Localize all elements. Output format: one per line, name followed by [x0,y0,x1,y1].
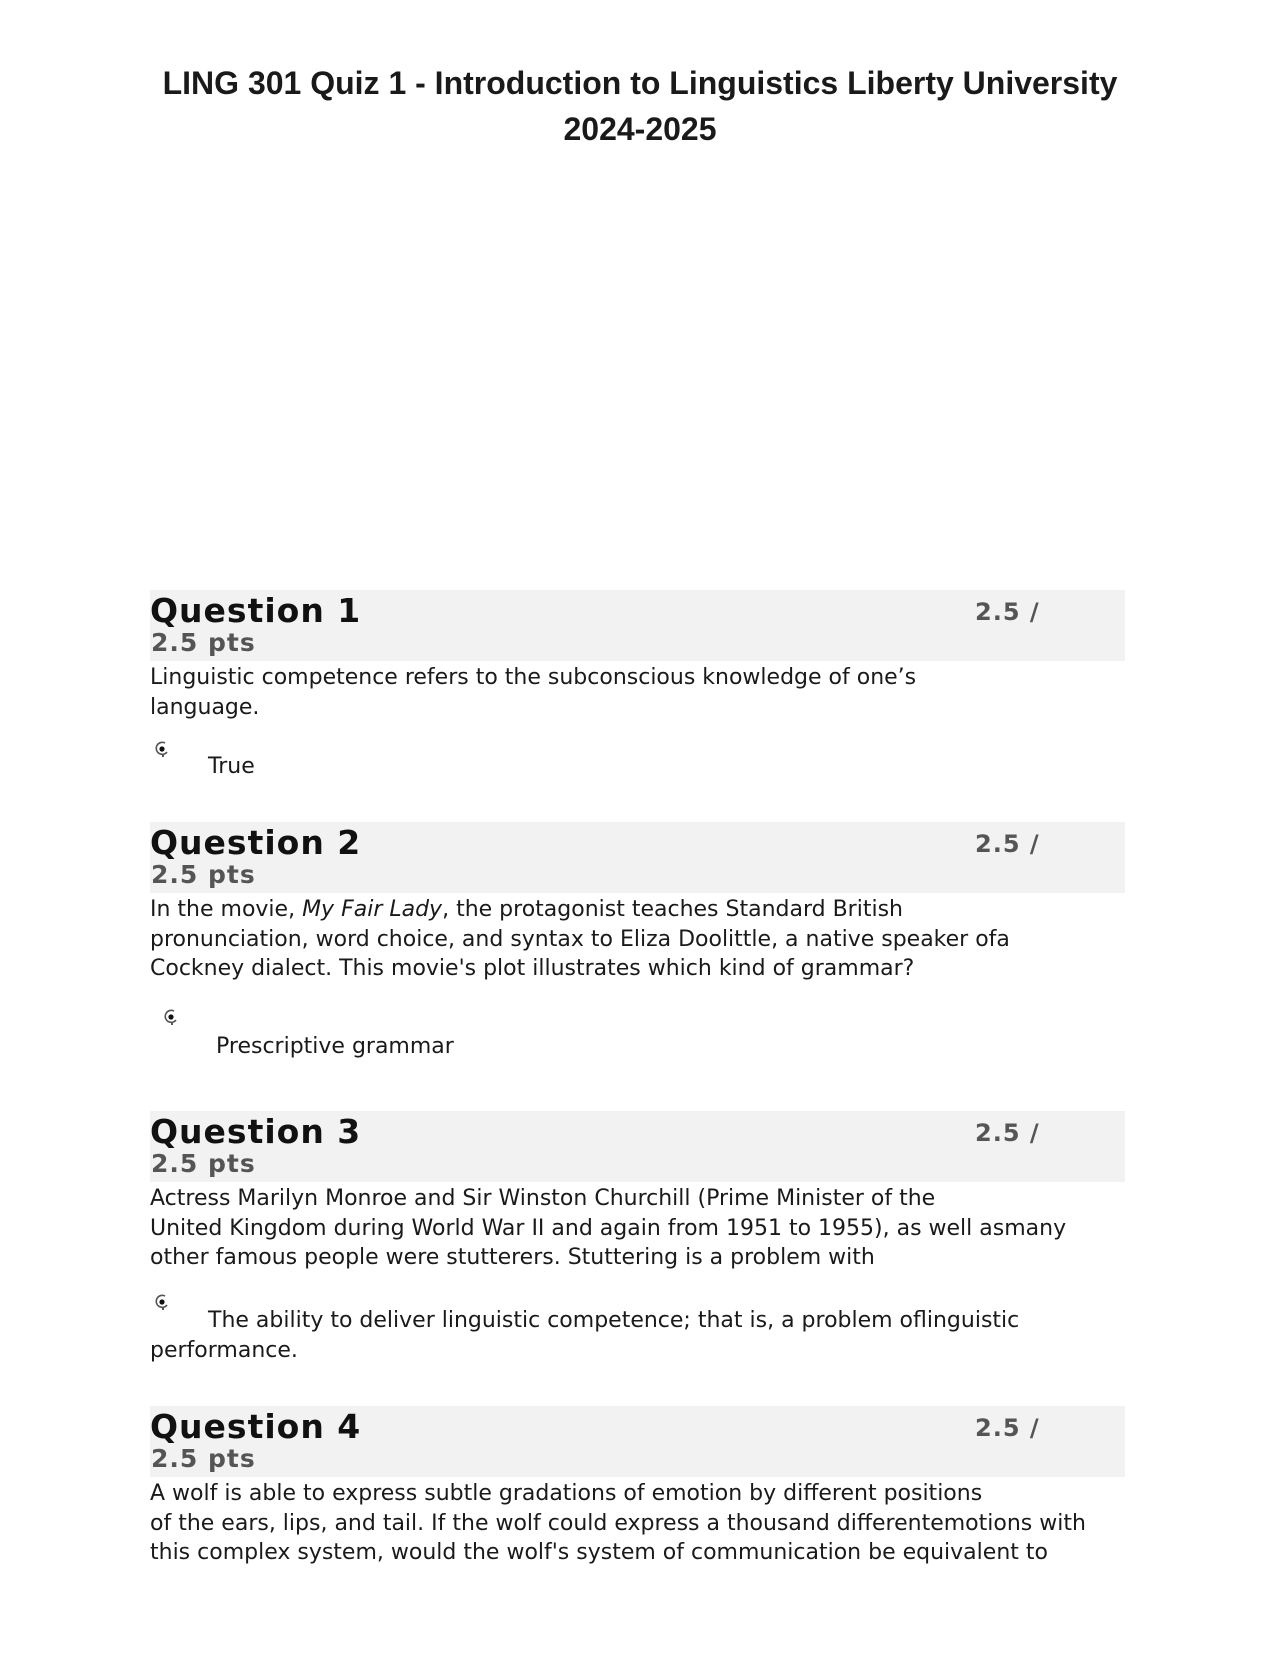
question-points: 2.5 pts [151,1149,256,1178]
question-text: Actress Marilyn Monroe and Sir Winston Churchill (Prime Minister of the United Kingdom during World War II and again from 1951 to 1955), as well asmany other famous people were stutterers. Stuttering is a problem with [150,1186,1067,1270]
question-4 [150,1406,1125,1568]
question-text: Linguistic competence refers to the subconscious knowledge of one’s language. [150,665,917,720]
answer-text-line-2: performance. [150,1337,298,1363]
question-label: Question 4 [150,1407,362,1446]
radio-selected-icon[interactable] [162,1008,180,1026]
title-line-1: LING 301 Quiz 1 - Introduction to Linguistics Liberty University [162,65,1118,101]
question-label: Question 2 [150,823,362,862]
question-3 [150,1111,1125,1363]
question-label: Question 1 [150,591,362,630]
answer-text: True [208,754,255,779]
radio-selected-icon[interactable] [153,740,171,758]
question-1 [150,590,1125,782]
question-score: 2.5 / [975,598,1040,626]
question-header [150,822,1125,893]
question-text: A wolf is able to express subtle gradations of emotion by different positions of the ears, lips, and tail. If the wolf could express a thousand differentemotions with this complex system, would the wolf's system of communication be equivalent to [150,1481,1086,1565]
radio-selected-icon[interactable] [153,1293,171,1311]
answer-text-line-1: The ability to deliver linguistic competence; that is, a problem oflinguistic [208,1307,1020,1333]
question-header [150,590,1125,661]
movie-title: My Fair Lady [302,897,443,922]
selected-answer[interactable] [150,1273,1125,1363]
question-points: 2.5 pts [151,628,256,657]
title-line-2: 2024-2025 [563,111,717,147]
question-header [150,1111,1125,1182]
question-points: 2.5 pts [151,860,256,889]
question-text: In the movie, My Fair Lady, the protagonist teaches Standard British pronunciation, word choice, and syntax to Eliza Doolittle, a native speaker ofa Cockney dialect. This movie's plot illustrates which kind of grammar? [150,897,1010,981]
question-score: 2.5 / [975,1414,1040,1442]
question-score: 2.5 / [975,830,1040,858]
selected-answer[interactable] [150,722,1125,782]
question-2 [150,822,1125,1064]
question-label: Question 3 [150,1112,362,1151]
question-header [150,1406,1125,1477]
question-score: 2.5 / [975,1119,1040,1147]
selected-answer[interactable] [150,984,1125,1064]
question-points: 2.5 pts [151,1444,256,1473]
answer-text: Prescriptive grammar [216,1033,454,1059]
document-title [150,60,1130,152]
